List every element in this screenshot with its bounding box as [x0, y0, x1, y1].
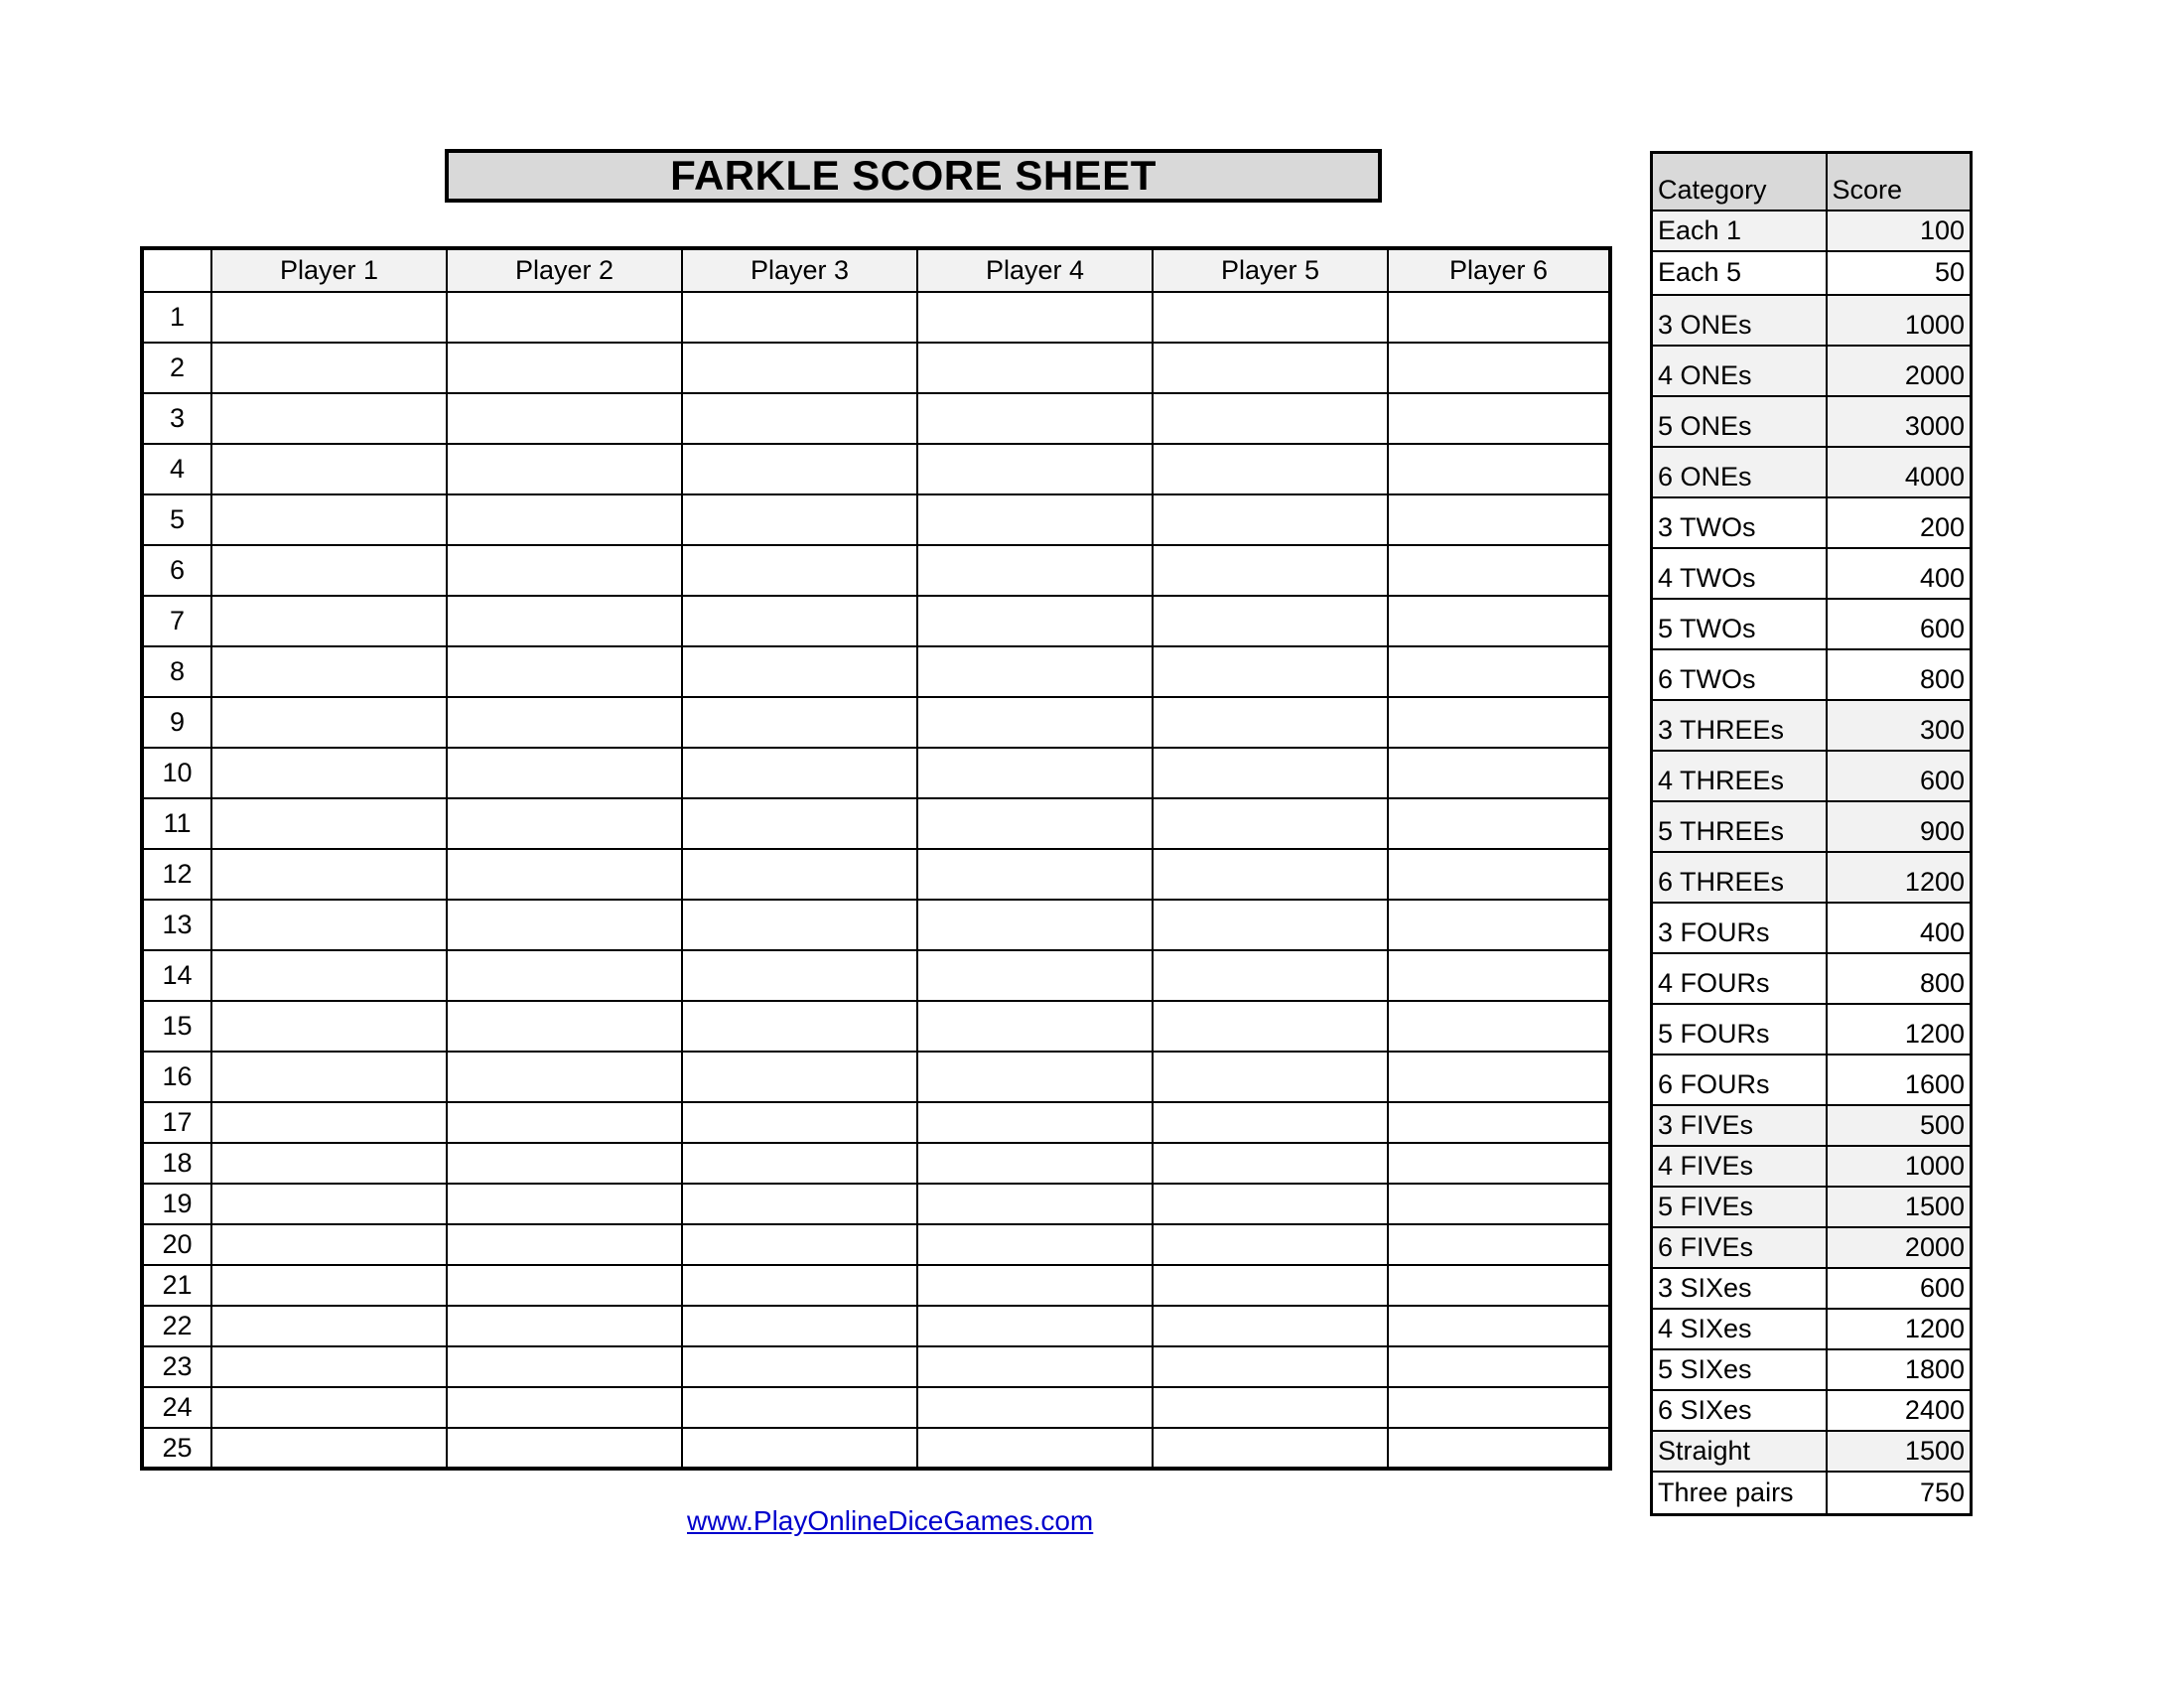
category-label: 5 ONEs [1652, 396, 1827, 447]
score-cell[interactable] [682, 596, 917, 646]
reference-row [1652, 1055, 1972, 1105]
category-score: 600 [1827, 751, 1972, 801]
reference-row [1652, 1472, 1972, 1515]
reference-row [1652, 852, 1972, 903]
reference-row [1652, 1187, 1972, 1227]
category-score: 2000 [1827, 346, 1972, 396]
score-cell[interactable] [447, 1428, 682, 1469]
score-cell[interactable] [917, 545, 1153, 596]
category-label: 3 TWOs [1652, 497, 1827, 548]
score-cell[interactable] [211, 697, 447, 748]
category-label: Each 5 [1652, 251, 1827, 295]
score-cell[interactable] [682, 1428, 917, 1469]
score-cell[interactable] [1388, 798, 1610, 849]
score-cell[interactable] [1388, 646, 1610, 697]
score-cell[interactable] [447, 849, 682, 900]
score-cell[interactable] [682, 1001, 917, 1052]
score-cell[interactable] [917, 1184, 1153, 1224]
score-cell[interactable] [682, 292, 917, 343]
score-cell[interactable] [447, 1306, 682, 1346]
category-score: 400 [1827, 548, 1972, 599]
score-cell[interactable] [1153, 950, 1388, 1001]
score-cell[interactable] [1153, 1265, 1388, 1306]
category-score: 1000 [1827, 295, 1972, 346]
score-cell[interactable] [211, 596, 447, 646]
score-cell[interactable] [1388, 748, 1610, 798]
score-cell[interactable] [682, 748, 917, 798]
round-number: 15 [142, 1001, 211, 1052]
category-label: 6 TWOs [1652, 649, 1827, 700]
score-cell[interactable] [917, 444, 1153, 494]
score-cell[interactable] [211, 900, 447, 950]
player-header: Player 6 [1388, 248, 1610, 292]
score-cell[interactable] [917, 393, 1153, 444]
score-cell[interactable] [447, 596, 682, 646]
sheet-title: FARKLE SCORE SHEET [445, 149, 1382, 203]
score-cell[interactable] [1153, 1143, 1388, 1184]
category-score: 300 [1827, 700, 1972, 751]
category-label: 4 SIXes [1652, 1309, 1827, 1349]
round-row [142, 748, 1610, 798]
reference-row [1652, 211, 1972, 251]
round-row [142, 697, 1610, 748]
score-cell[interactable] [211, 1102, 447, 1143]
category-label: 5 FIVEs [1652, 1187, 1827, 1227]
category-label: 4 FIVEs [1652, 1146, 1827, 1187]
player-header-row [142, 248, 1610, 292]
round-row [142, 1306, 1610, 1346]
reference-row [1652, 1431, 1972, 1472]
round-number: 11 [142, 798, 211, 849]
score-cell[interactable] [1153, 849, 1388, 900]
category-label: 5 THREEs [1652, 801, 1827, 852]
round-number: 2 [142, 343, 211, 393]
score-cell[interactable] [447, 798, 682, 849]
score-cell[interactable] [447, 343, 682, 393]
round-row [142, 646, 1610, 697]
score-cell[interactable] [917, 697, 1153, 748]
category-score: 1600 [1827, 1055, 1972, 1105]
score-cell[interactable] [447, 393, 682, 444]
score-cell[interactable] [1388, 1184, 1610, 1224]
score-cell[interactable] [1388, 900, 1610, 950]
category-score: 2000 [1827, 1227, 1972, 1268]
reference-row [1652, 346, 1972, 396]
round-row [142, 1001, 1610, 1052]
reference-row [1652, 903, 1972, 953]
round-row [142, 1184, 1610, 1224]
website-link[interactable]: www.PlayOnlineDiceGames.com [687, 1505, 1094, 1536]
reference-row [1652, 1227, 1972, 1268]
category-label: 3 THREEs [1652, 700, 1827, 751]
round-number: 5 [142, 494, 211, 545]
category-score: 200 [1827, 497, 1972, 548]
score-cell[interactable] [917, 1052, 1153, 1102]
score-cell[interactable] [917, 1224, 1153, 1265]
category-label: 3 FOURs [1652, 903, 1827, 953]
round-row [142, 1346, 1610, 1387]
round-number: 4 [142, 444, 211, 494]
score-cell[interactable] [682, 697, 917, 748]
category-label: Straight [1652, 1431, 1827, 1472]
score-table [140, 246, 1612, 1471]
score-cell[interactable] [447, 444, 682, 494]
round-row [142, 292, 1610, 343]
score-cell[interactable] [447, 1346, 682, 1387]
category-score: 50 [1827, 251, 1972, 295]
score-cell[interactable] [682, 1265, 917, 1306]
round-number: 7 [142, 596, 211, 646]
score-cell[interactable] [211, 1184, 447, 1224]
score-cell[interactable] [211, 1001, 447, 1052]
round-row [142, 1428, 1610, 1469]
score-cell[interactable] [211, 1224, 447, 1265]
category-score: 1000 [1827, 1146, 1972, 1187]
category-score: 4000 [1827, 447, 1972, 497]
reference-row [1652, 548, 1972, 599]
player-header: Player 1 [211, 248, 447, 292]
reference-row [1652, 497, 1972, 548]
score-cell[interactable] [682, 849, 917, 900]
score-cell[interactable] [211, 343, 447, 393]
score-cell[interactable] [1153, 1001, 1388, 1052]
round-row [142, 849, 1610, 900]
score-cell[interactable] [1388, 1224, 1610, 1265]
category-label: 4 FOURs [1652, 953, 1827, 1004]
round-number: 10 [142, 748, 211, 798]
score-cell[interactable] [1153, 292, 1388, 343]
score-cell[interactable] [211, 1387, 447, 1428]
score-cell[interactable] [917, 494, 1153, 545]
score-cell[interactable] [1388, 444, 1610, 494]
score-cell[interactable] [447, 292, 682, 343]
category-score: 2400 [1827, 1390, 1972, 1431]
category-score: 800 [1827, 953, 1972, 1004]
reference-row [1652, 1146, 1972, 1187]
score-cell[interactable] [682, 1052, 917, 1102]
round-row [142, 1052, 1610, 1102]
score-cell[interactable] [1388, 1306, 1610, 1346]
round-row [142, 343, 1610, 393]
round-row [142, 494, 1610, 545]
round-number: 18 [142, 1143, 211, 1184]
score-cell[interactable] [447, 748, 682, 798]
score-cell[interactable] [211, 849, 447, 900]
score-cell[interactable] [1153, 1224, 1388, 1265]
score-cell[interactable] [447, 1143, 682, 1184]
score-cell[interactable] [682, 950, 917, 1001]
score-cell[interactable] [1388, 950, 1610, 1001]
score-cell[interactable] [447, 1001, 682, 1052]
score-cell[interactable] [917, 292, 1153, 343]
score-cell[interactable] [447, 1387, 682, 1428]
score-cell[interactable] [917, 1387, 1153, 1428]
category-score: 600 [1827, 1268, 1972, 1309]
score-cell[interactable] [1153, 798, 1388, 849]
score-cell[interactable] [682, 646, 917, 697]
round-number: 13 [142, 900, 211, 950]
reference-header-row [1652, 153, 1972, 211]
score-cell[interactable] [1153, 646, 1388, 697]
category-label: 6 THREEs [1652, 852, 1827, 903]
score-cell[interactable] [211, 393, 447, 444]
player-header: Player 3 [682, 248, 917, 292]
score-cell[interactable] [682, 1143, 917, 1184]
category-label: 3 ONEs [1652, 295, 1827, 346]
round-number: 9 [142, 697, 211, 748]
score-cell[interactable] [682, 343, 917, 393]
round-row [142, 393, 1610, 444]
score-cell[interactable] [1153, 697, 1388, 748]
reference-row [1652, 295, 1972, 346]
score-cell[interactable] [682, 1102, 917, 1143]
score-cell[interactable] [211, 1143, 447, 1184]
score-cell[interactable] [211, 950, 447, 1001]
category-label: 6 SIXes [1652, 1390, 1827, 1431]
reference-row [1652, 1309, 1972, 1349]
reference-row [1652, 1349, 1972, 1390]
score-cell[interactable] [917, 1306, 1153, 1346]
score-cell[interactable] [682, 494, 917, 545]
reference-row [1652, 1105, 1972, 1146]
score-cell[interactable] [447, 950, 682, 1001]
player-header: Player 2 [447, 248, 682, 292]
score-cell[interactable] [917, 1102, 1153, 1143]
score-cell[interactable] [447, 1052, 682, 1102]
score-cell[interactable] [447, 900, 682, 950]
score-cell[interactable] [1388, 343, 1610, 393]
score-cell[interactable] [211, 1346, 447, 1387]
round-number: 23 [142, 1346, 211, 1387]
round-number: 1 [142, 292, 211, 343]
score-cell[interactable] [1388, 1001, 1610, 1052]
reference-row [1652, 649, 1972, 700]
score-cell[interactable] [1153, 393, 1388, 444]
category-score: 1200 [1827, 1309, 1972, 1349]
round-number: 12 [142, 849, 211, 900]
score-cell[interactable] [1388, 1428, 1610, 1469]
category-score: 800 [1827, 649, 1972, 700]
category-score: 1500 [1827, 1431, 1972, 1472]
score-cell[interactable] [1388, 1102, 1610, 1143]
category-score: 400 [1827, 903, 1972, 953]
category-score: 3000 [1827, 396, 1972, 447]
score-cell[interactable] [447, 545, 682, 596]
round-row [142, 596, 1610, 646]
score-cell[interactable] [1153, 1387, 1388, 1428]
score-cell[interactable] [1388, 596, 1610, 646]
score-cell[interactable] [1388, 545, 1610, 596]
player-header: Player 5 [1153, 248, 1388, 292]
round-row [142, 1265, 1610, 1306]
score-cell[interactable] [211, 798, 447, 849]
reference-row [1652, 396, 1972, 447]
round-row [142, 545, 1610, 596]
category-label: 5 SIXes [1652, 1349, 1827, 1390]
score-cell[interactable] [1388, 292, 1610, 343]
score-cell[interactable] [1153, 343, 1388, 393]
category-label: 4 TWOs [1652, 548, 1827, 599]
reference-row [1652, 751, 1972, 801]
score-cell[interactable] [1153, 596, 1388, 646]
round-number: 8 [142, 646, 211, 697]
category-label: Each 1 [1652, 211, 1827, 251]
score-cell[interactable] [211, 292, 447, 343]
round-row [142, 900, 1610, 950]
category-score: 750 [1827, 1472, 1972, 1515]
score-cell[interactable] [917, 900, 1153, 950]
score-cell[interactable] [211, 646, 447, 697]
category-score: 1500 [1827, 1187, 1972, 1227]
score-cell[interactable] [917, 1346, 1153, 1387]
score-cell[interactable] [917, 596, 1153, 646]
corner-cell [142, 248, 211, 292]
score-cell[interactable] [1153, 1052, 1388, 1102]
category-score: 500 [1827, 1105, 1972, 1146]
score-cell[interactable] [1153, 1306, 1388, 1346]
score-cell[interactable] [1153, 545, 1388, 596]
score-cell[interactable] [447, 1224, 682, 1265]
score-cell[interactable] [1388, 494, 1610, 545]
score-cell[interactable] [1388, 1265, 1610, 1306]
score-cell[interactable] [447, 697, 682, 748]
score-cell[interactable] [682, 900, 917, 950]
category-label: 6 ONEs [1652, 447, 1827, 497]
score-cell[interactable] [1153, 1102, 1388, 1143]
score-cell[interactable] [682, 1346, 917, 1387]
category-label: 4 ONEs [1652, 346, 1827, 396]
score-cell[interactable] [1153, 1184, 1388, 1224]
round-number: 19 [142, 1184, 211, 1224]
score-cell[interactable] [211, 1052, 447, 1102]
score-cell[interactable] [1153, 1428, 1388, 1469]
reference-row [1652, 599, 1972, 649]
category-score: 100 [1827, 211, 1972, 251]
reference-row [1652, 447, 1972, 497]
round-number: 20 [142, 1224, 211, 1265]
score-cell[interactable] [1388, 1052, 1610, 1102]
score-cell[interactable] [1388, 1346, 1610, 1387]
score-cell[interactable] [917, 748, 1153, 798]
score-cell[interactable] [211, 1428, 447, 1469]
score-cell[interactable] [917, 1143, 1153, 1184]
score-cell[interactable] [211, 545, 447, 596]
round-number: 6 [142, 545, 211, 596]
category-label: 3 FIVEs [1652, 1105, 1827, 1146]
category-score: 1200 [1827, 1004, 1972, 1055]
score-cell[interactable] [447, 1184, 682, 1224]
round-number: 16 [142, 1052, 211, 1102]
round-row [142, 1224, 1610, 1265]
score-cell[interactable] [917, 646, 1153, 697]
category-label: 6 FOURs [1652, 1055, 1827, 1105]
score-cell[interactable] [682, 1224, 917, 1265]
score-cell[interactable] [1153, 444, 1388, 494]
category-score: 1800 [1827, 1349, 1972, 1390]
score-cell[interactable] [1388, 697, 1610, 748]
score-cell[interactable] [1153, 900, 1388, 950]
score-cell[interactable] [682, 444, 917, 494]
round-number: 14 [142, 950, 211, 1001]
round-row [142, 1387, 1610, 1428]
category-label: 6 FIVEs [1652, 1227, 1827, 1268]
category-label: 5 FOURs [1652, 1004, 1827, 1055]
category-label: 4 THREEs [1652, 751, 1827, 801]
round-row [142, 950, 1610, 1001]
score-cell[interactable] [1388, 1387, 1610, 1428]
scoring-reference-table [1650, 151, 1973, 1516]
category-label: 3 SIXes [1652, 1268, 1827, 1309]
score-cell[interactable] [447, 1102, 682, 1143]
score-cell[interactable] [1388, 1143, 1610, 1184]
score-cell[interactable] [682, 1306, 917, 1346]
round-row [142, 798, 1610, 849]
reference-row [1652, 953, 1972, 1004]
score-cell[interactable] [1153, 748, 1388, 798]
round-row [142, 444, 1610, 494]
score-cell[interactable] [1388, 393, 1610, 444]
score-cell[interactable] [211, 494, 447, 545]
score-cell[interactable] [211, 748, 447, 798]
score-cell[interactable] [917, 1428, 1153, 1469]
score-cell[interactable] [1153, 1346, 1388, 1387]
score-cell[interactable] [447, 494, 682, 545]
reference-row [1652, 1004, 1972, 1055]
score-cell[interactable] [1153, 494, 1388, 545]
round-number: 25 [142, 1428, 211, 1469]
round-row [142, 1102, 1610, 1143]
category-score: 900 [1827, 801, 1972, 852]
round-row [142, 1143, 1610, 1184]
score-cell[interactable] [447, 1265, 682, 1306]
score-cell[interactable] [917, 798, 1153, 849]
score-cell[interactable] [211, 1265, 447, 1306]
reference-row [1652, 1390, 1972, 1431]
score-cell[interactable] [447, 646, 682, 697]
score-header: Score [1827, 153, 1972, 211]
round-number: 24 [142, 1387, 211, 1428]
category-score: 600 [1827, 599, 1972, 649]
score-cell[interactable] [917, 1001, 1153, 1052]
reference-row [1652, 700, 1972, 751]
score-cell[interactable] [917, 950, 1153, 1001]
player-header: Player 4 [917, 248, 1153, 292]
score-cell[interactable] [682, 545, 917, 596]
score-cell[interactable] [211, 1306, 447, 1346]
score-cell[interactable] [1388, 849, 1610, 900]
category-label: Three pairs [1652, 1472, 1827, 1515]
score-cell[interactable] [682, 798, 917, 849]
score-cell[interactable] [917, 849, 1153, 900]
score-cell[interactable] [917, 1265, 1153, 1306]
round-number: 21 [142, 1265, 211, 1306]
score-cell[interactable] [211, 444, 447, 494]
score-cell[interactable] [917, 343, 1153, 393]
reference-row [1652, 251, 1972, 295]
category-score: 1200 [1827, 852, 1972, 903]
round-number: 3 [142, 393, 211, 444]
reference-row [1652, 1268, 1972, 1309]
score-cell[interactable] [682, 1184, 917, 1224]
category-label: 5 TWOs [1652, 599, 1827, 649]
round-number: 22 [142, 1306, 211, 1346]
category-header: Category [1652, 153, 1827, 211]
score-cell[interactable] [682, 1387, 917, 1428]
score-cell[interactable] [682, 393, 917, 444]
round-number: 17 [142, 1102, 211, 1143]
reference-row [1652, 801, 1972, 852]
